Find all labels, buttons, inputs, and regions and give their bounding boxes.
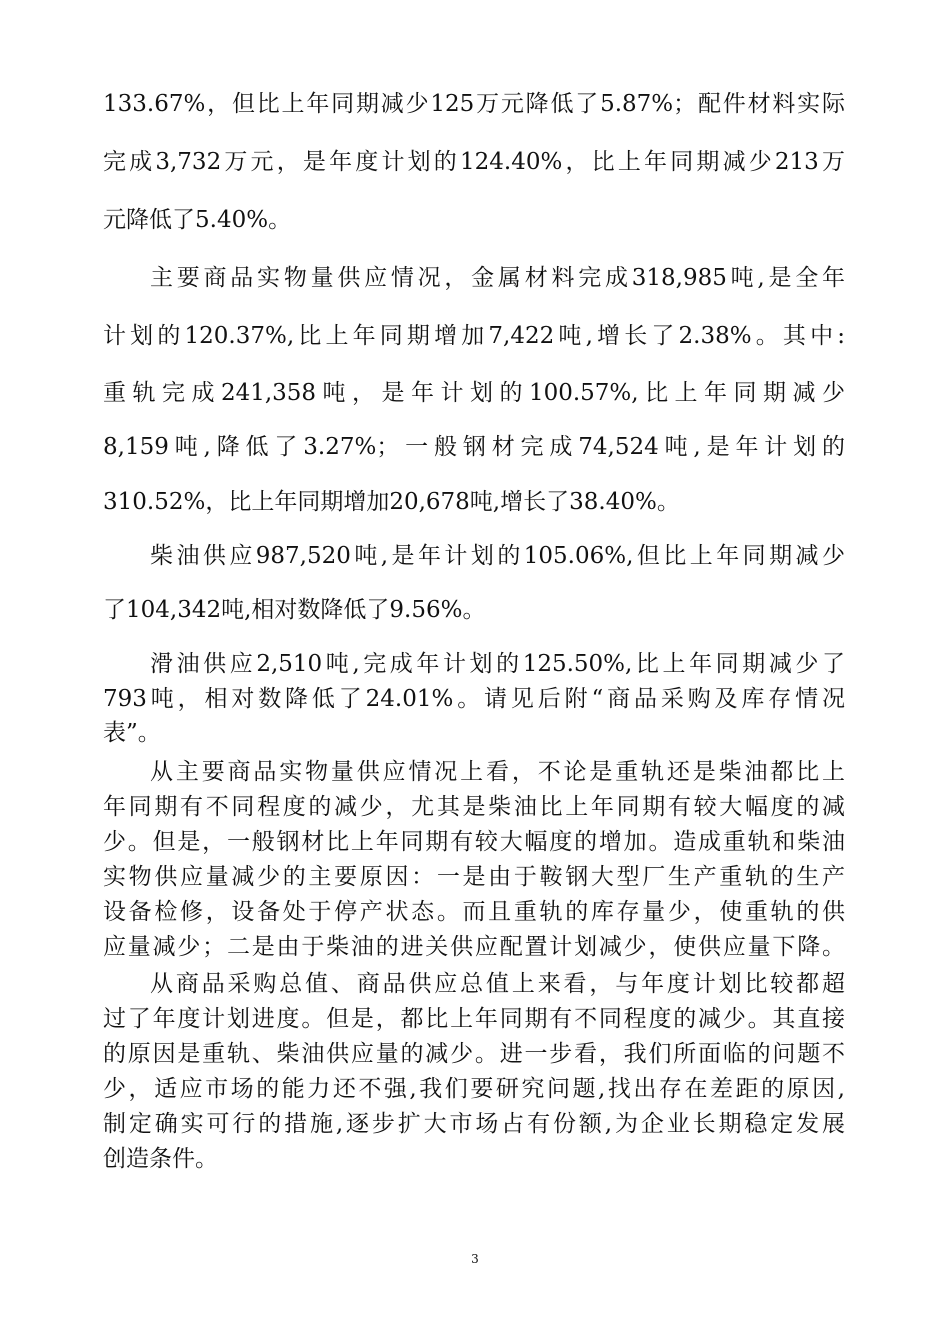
paragraph-line: 制定确实可行的措施,逐步扩大市场占有份额,为企业长期稳定发展 [103, 1111, 845, 1137]
paragraph-line: 133.67%，但比上年同期减少125万元降低了5.87%；配件材料实际 [103, 91, 845, 117]
paragraph-line: 重轨完成241,358吨，是年计划的100.57%,比上年同期减少 [103, 380, 845, 406]
page-number: 3 [471, 1252, 479, 1266]
paragraph-line: 滑油供应2,510吨,完成年计划的125.50%,比上年同期减少了 [150, 651, 845, 677]
paragraph-line: 年同期有不同程度的减少，尤其是柴油比上年同期有较大幅度的减 [103, 794, 845, 820]
paragraph-line: 柴油供应987,520吨,是年计划的105.06%,但比上年同期减少 [150, 543, 845, 569]
paragraph-line: 创造条件。 [103, 1146, 218, 1172]
paragraph-line: 实物供应量减少的主要原因：一是由于鞍钢大型厂生产重轨的生产 [103, 864, 845, 890]
paragraph-line: 表”。 [103, 720, 161, 746]
paragraph-line: 少。但是，一般钢材比上年同期有较大幅度的增加。造成重轨和柴油 [103, 829, 845, 855]
paragraph-line: 计划的120.37%,比上年同期增加7,422吨,增长了2.38%。其中: [103, 323, 845, 349]
paragraph-line: 310.52%，比上年同期增加20,678吨,增长了38.40%。 [103, 489, 680, 515]
paragraph-line: 完成3,732万元，是年度计划的124.40%，比上年同期减少213万 [103, 149, 845, 175]
paragraph-line: 元降低了5.40%。 [103, 207, 292, 233]
paragraph-line: 的原因是重轨、柴油供应量的减少。进一步看，我们所面临的问题不 [103, 1041, 845, 1067]
paragraph-line: 应量减少；二是由于柴油的进关供应配置计划减少，使供应量下降。 [103, 934, 845, 960]
paragraph-line: 主要商品实物量供应情况，金属材料完成318,985吨,是全年 [150, 265, 845, 291]
paragraph-line: 793吨，相对数降低了24.01%。请见后附“商品采购及库存情况 [103, 686, 845, 712]
paragraph-line: 从商品采购总值、商品供应总值上来看，与年度计划比较都超 [150, 971, 845, 997]
paragraph-line: 过了年度计划进度。但是，都比上年同期有不同程度的减少。其直接 [103, 1006, 845, 1032]
paragraph-line: 从主要商品实物量供应情况上看，不论是重轨还是柴油都比上 [150, 759, 845, 785]
paragraph-line: 少，适应市场的能力还不强,我们要研究问题,找出存在差距的原因, [103, 1076, 845, 1102]
paragraph-line: 了104,342吨,相对数降低了9.56%。 [103, 597, 486, 623]
paragraph-line: 设备检修，设备处于停产状态。而且重轨的库存量少，使重轨的供 [103, 899, 845, 925]
paragraph-line: 8,159吨,降低了3.27%；一般钢材完成74,524吨,是年计划的 [103, 434, 845, 460]
